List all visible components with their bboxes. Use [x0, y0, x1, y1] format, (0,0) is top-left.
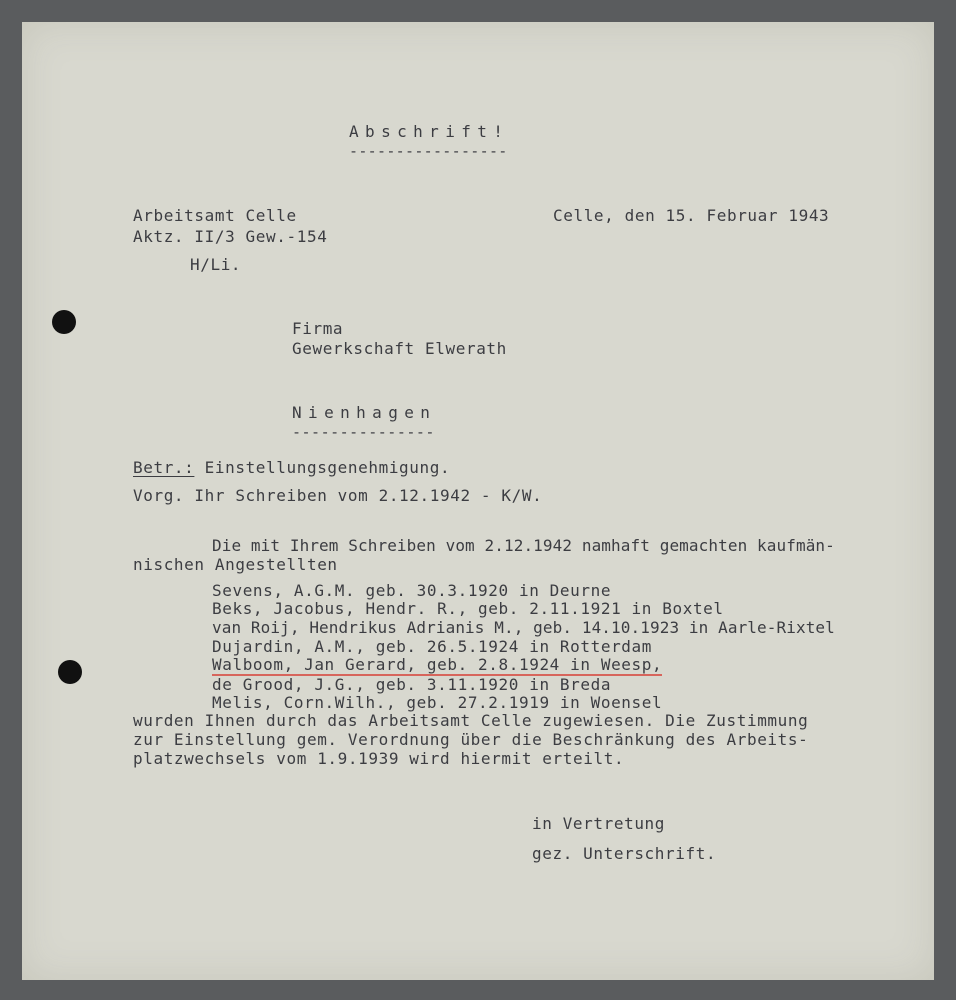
title-underline: -----------------	[349, 142, 508, 160]
closing-line-2: gez. Unterschrift.	[532, 844, 717, 863]
recipient-line-2: Gewerkschaft Elwerath	[292, 339, 507, 358]
subject-line	[133, 459, 450, 477]
person-line: van Roij, Hendrikus Adrianis M., geb. 14.10.1923 in Aarle-Rixtel	[212, 618, 835, 637]
closing-line-1: in Vertretung	[532, 814, 666, 833]
person-line: Dujardin, A.M., geb. 26.5.1924 in Rotterdam	[212, 637, 653, 656]
person-line-underlined	[212, 656, 662, 674]
subject-text: Einstellungsgenehmigung.	[194, 458, 451, 477]
sender-line-3: H/Li.	[190, 255, 242, 274]
city: Nienhagen	[292, 403, 437, 422]
person-line: Sevens, A.G.M. geb. 30.3.1920 in Deurne	[212, 581, 612, 600]
person-line: de Grood, J.G., geb. 3.11.1920 in Breda	[212, 675, 612, 694]
person-line: Melis, Corn.Wilh., geb. 27.2.1919 in Woensel	[212, 693, 663, 712]
reference-line: Vorg. Ihr Schreiben vom 2.12.1942 - K/W.	[133, 486, 543, 505]
paragraph-2-line-3: platzwechsels vom 1.9.1939 wird hiermit erteilt.	[133, 749, 625, 768]
city-underline: ---------------	[292, 423, 435, 441]
date-line: Celle, den 15. Februar 1943	[553, 206, 830, 225]
paragraph-1-line-1: Die mit Ihrem Schreiben vom 2.12.1942 namhaft gemachten kaufmän-	[212, 536, 835, 555]
sender-line-2: Aktz. II/3 Gew.-154	[133, 227, 328, 246]
person-line: Beks, Jacobus, Hendr. R., geb. 2.11.1921 in Boxtel	[212, 599, 724, 618]
red-pencil-underline: Walboom, Jan Gerard, geb. 2.8.1924 in Weesp,	[212, 655, 663, 674]
document-title: Abschrift!	[349, 122, 510, 141]
paragraph-2-line-2: zur Einstellung gem. Verordnung über die Beschränkung des Arbeits-	[133, 730, 809, 749]
recipient-line-1: Firma	[292, 319, 344, 338]
sender-line-1: Arbeitsamt Celle	[133, 206, 297, 225]
punch-hole-top	[52, 310, 76, 334]
subject-label: Betr.:	[133, 458, 195, 477]
punch-hole-bottom	[58, 660, 82, 684]
paragraph-2-line-1: wurden Ihnen durch das Arbeitsamt Celle zugewiesen. Die Zustimmung	[133, 711, 809, 730]
paragraph-1-line-2: nischen Angestellten	[133, 555, 338, 574]
